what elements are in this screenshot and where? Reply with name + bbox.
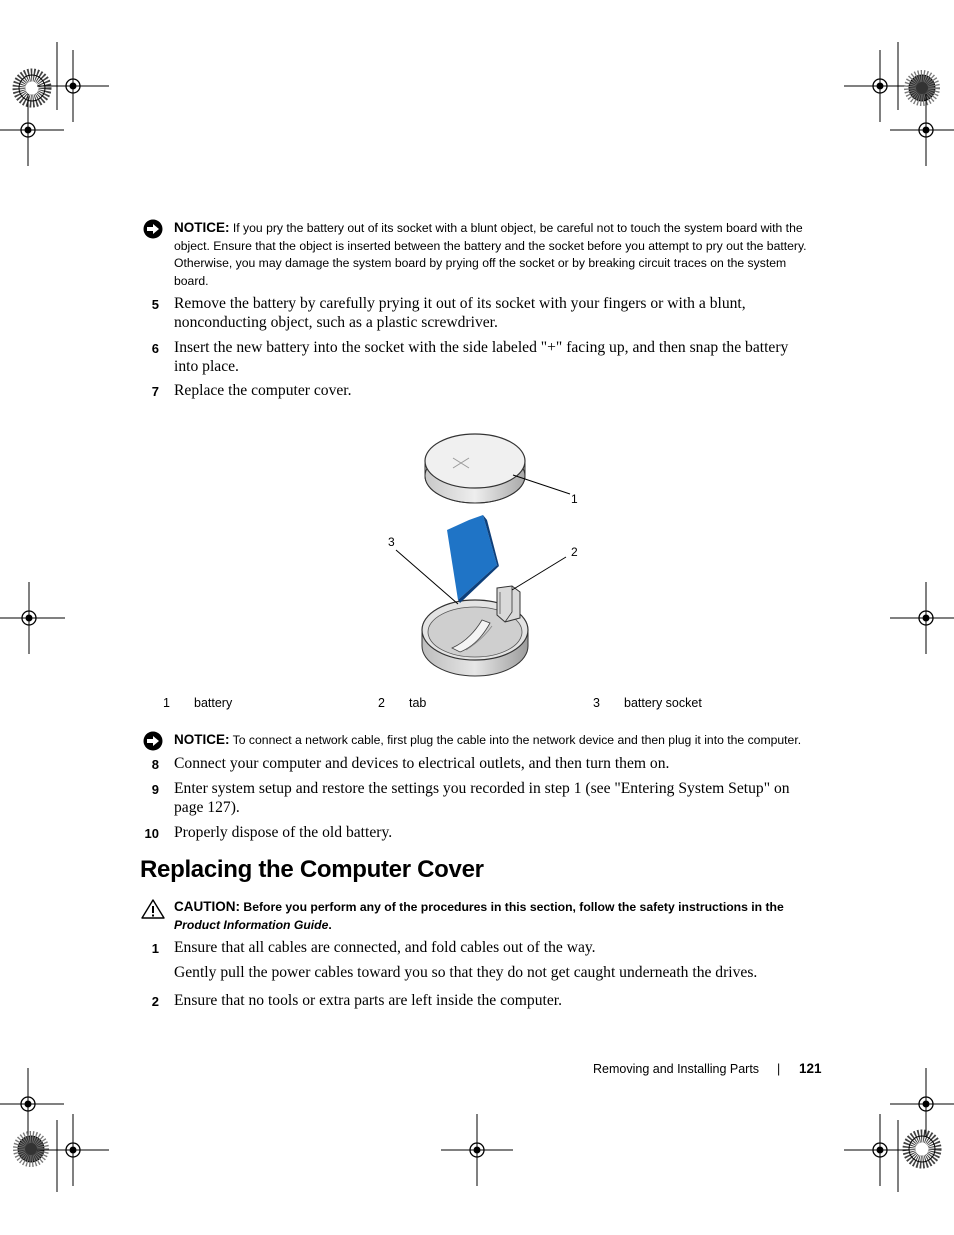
caution-text: Before you perform any of the procedures in this section, follow the safety instructions in the	[243, 900, 784, 914]
step-number: 7	[151, 384, 159, 399]
legend-label: tab	[409, 696, 427, 710]
notice-block	[140, 731, 820, 750]
leader-line-3	[396, 550, 458, 604]
battery-socket-graphic	[422, 586, 528, 676]
caution-icon	[140, 898, 166, 920]
legend-number: 3	[593, 696, 600, 710]
step-text: Replace the computer cover.	[174, 382, 352, 399]
step-10	[140, 824, 815, 843]
callout-2: 2	[571, 545, 578, 559]
page-number: 121	[799, 1061, 822, 1076]
step-text: Insert the new battery into the socket with the side labeled "+" facing up, and then snap the battery into place.	[174, 339, 789, 375]
step-number: 9	[151, 782, 159, 797]
step-number: 6	[151, 341, 159, 356]
step-text: Ensure that no tools or extra parts are left inside the computer.	[174, 992, 562, 1009]
notice-text: To connect a network cable, first plug the cable into the network device and then plug it into the computer.	[232, 733, 802, 747]
legend-label: battery	[194, 696, 233, 710]
section-title: Replacing the Computer Cover	[140, 856, 484, 883]
insert-arrow-graphic	[447, 515, 499, 603]
step-number: 2	[151, 994, 159, 1009]
caution-block	[140, 898, 815, 934]
legend-number: 1	[163, 696, 170, 710]
step-text: Connect your computer and devices to electrical outlets, and then turn them on.	[174, 755, 670, 772]
legend-label: battery socket	[624, 696, 702, 710]
callout-1: 1	[571, 492, 578, 506]
caution-label: CAUTION:	[174, 899, 240, 914]
footer-section: Removing and Installing Parts	[593, 1062, 760, 1076]
caution-end: .	[328, 917, 332, 932]
legend-number: 2	[378, 696, 385, 710]
step-8	[140, 755, 815, 774]
footer-separator: |	[777, 1062, 781, 1076]
step-number: 1	[151, 941, 159, 956]
step-text: Ensure that all cables are connected, and fold cables out of the way.	[174, 939, 596, 956]
leader-line-2	[512, 557, 566, 590]
notice-label: NOTICE:	[174, 220, 230, 235]
step-1	[140, 939, 815, 958]
step-text: Properly dispose of the old battery.	[174, 824, 393, 841]
callout-3: 3	[388, 535, 395, 549]
guide-title: Product Information Guide	[174, 917, 329, 932]
step-number: 8	[151, 757, 159, 772]
step-2	[140, 992, 815, 1011]
step-text: Enter system setup and restore the settings you recorded in step 1 (see "Entering System Setup" on page 127).	[174, 780, 790, 816]
step-number: 10	[144, 826, 159, 841]
battery-graphic	[425, 434, 525, 503]
notice-text: If you pry the battery out of its socket with a blunt object, be careful not to touch the system board with the object. Ensure that the object is inserted between the battery and the socket before you attempt to pry out the battery. Otherwise, you may damage the system board by prying off the socket or by breaking circuit traces on the system board.	[174, 221, 807, 288]
step-note: Gently pull the power cables toward you so that they do not get caught underneath the drives.	[174, 964, 758, 981]
step-9	[140, 780, 815, 817]
notice-icon	[140, 731, 166, 751]
step-number: 5	[151, 297, 159, 312]
notice-label: NOTICE:	[174, 732, 230, 747]
step-text: Remove the battery by carefully prying it out of its socket with your fingers or with a blunt, nonconducting object, such as a plastic screwdriver.	[174, 295, 746, 331]
